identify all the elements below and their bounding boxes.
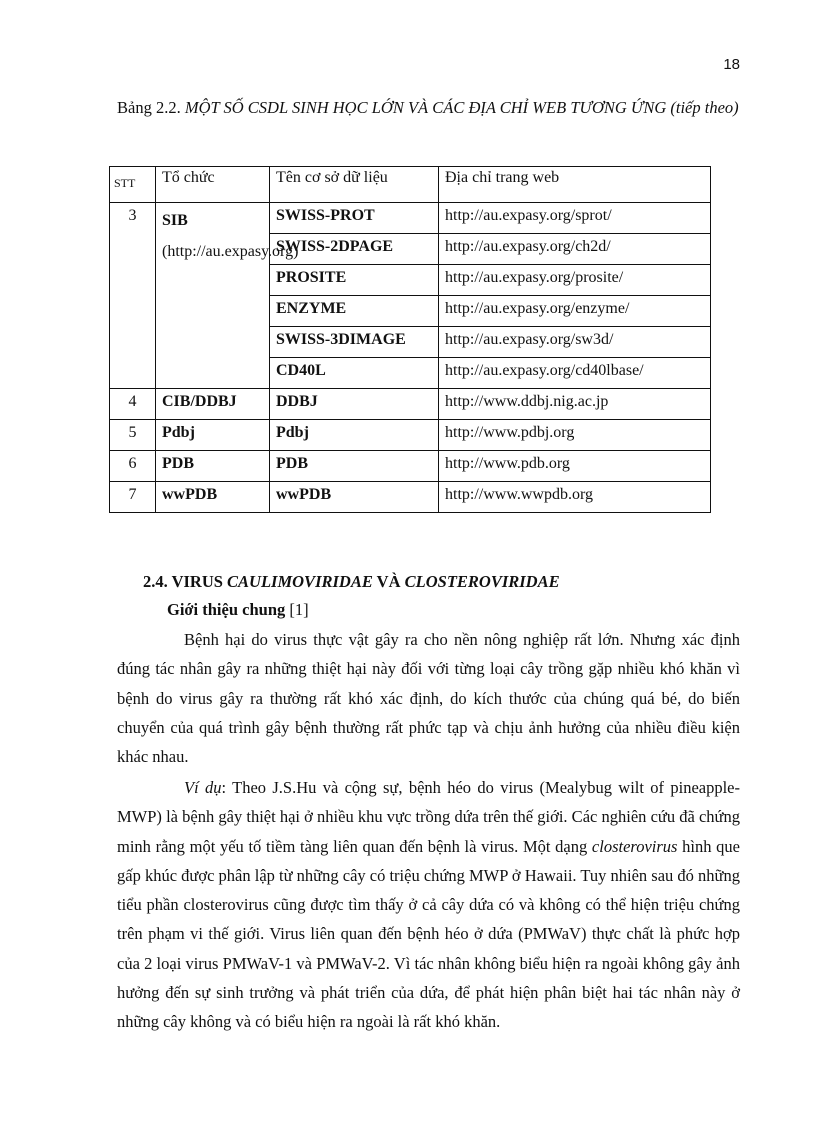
row-database: SWISS-3DIMAGE [270, 327, 439, 358]
row-stt: 7 [110, 482, 156, 513]
table-row [110, 389, 711, 420]
row-organization: CIB/DDBJ [156, 389, 270, 420]
row-database: ENZYME [270, 296, 439, 327]
section-conjunction: VÀ [372, 572, 405, 591]
row-database: DDBJ [270, 389, 439, 420]
subheading-title: Giới thiệu chung [167, 600, 286, 619]
row-website: http://au.expasy.org/ch2d/ [439, 234, 711, 265]
example-text-part2: hình que gấp khúc được phân lập từ những cây có triệu chứng MWP ở Hawaii. Tuy nhiên sau đó những tiểu phần closterovirus cũng được tìm thấy ở cả cây dứa có và không có thể hiện triệu chứng trên phạm vi thế giới. Virus liên quan đến bệnh héo ở dứa (PMWaV) thực chất là phức hợp của 2 loại virus PMWaV-1 và PMWaV-2. Vì tác nhân không biểu hiện ra ngoài không gây ảnh hưởng đến sự sinh trưởng và phát triển của dứa, để phát hiện phân biệt hai tác nhân này ở những cây không và có biểu hiện ra ngoài là rất khó khăn. [117, 836, 740, 1032]
table-row [110, 203, 711, 234]
header-organization: Tổ chức [156, 167, 270, 203]
table-header-row [110, 167, 711, 203]
table-row [110, 420, 711, 451]
row-database: PROSITE [270, 265, 439, 296]
row-website: http://au.expasy.org/prosite/ [439, 265, 711, 296]
row-database: wwPDB [270, 482, 439, 513]
row-database: SWISS-PROT [270, 203, 439, 234]
row-website: http://www.pdb.org [439, 451, 711, 482]
row-website: http://www.pdbj.org [439, 420, 711, 451]
example-text-part1: : Theo J.S.Hu và cộng sự, bệnh héo do virus (Mealybug wilt of pineapple- MWP) là bệnh gây thiệt hại ở nhiều khu vực trồng dứa trên thế giới. Các nghiên cứu đã chứng minh rằng một yếu tố tiềm tàng liên quan đến bệnh là virus. Một dạng [117, 778, 740, 856]
row-organization [156, 203, 299, 389]
section-prefix: 2.4. VIRUS [143, 572, 228, 591]
org-name: SIB [162, 212, 188, 229]
row-website: http://www.ddbj.nig.ac.jp [439, 389, 711, 420]
paragraph-intro: Bệnh hại do virus thực vật gây ra cho nền nông nghiệp rất lớn. Nhưng xác định đúng tác nhân gây ra những thiệt hại này đối với từng loại cây trồng gặp nhiều khó khăn vì bệnh do virus gây ra thường rất khó xác định, do kích thước của chúng quá bé, do biến chuyển của quá trình gây bệnh thường rất phức tạp và chịu ảnh hưởng của nhiều điều kiện khác nhau. [117, 630, 740, 767]
row-stt: 4 [110, 389, 156, 420]
header-website: Địa chỉ trang web [439, 167, 711, 203]
caption-title: MỘT SỐ CSDL SINH HỌC LỚN VÀ CÁC ĐỊA CHỈ WEB TƯƠNG ỨNG (tiếp theo) [184, 98, 739, 117]
section-term-closteroviridae: CLOSTEROVIRIDAE [404, 572, 560, 591]
subheading-reference: [1] [285, 600, 309, 619]
caption-label: Bảng 2.2. [117, 98, 185, 117]
row-database: SWISS-2DPAGE [270, 234, 439, 265]
row-stt: 3 [110, 203, 156, 389]
header-database-name: Tên cơ sở dữ liệu [270, 167, 439, 203]
table-row [110, 451, 711, 482]
row-website: http://au.expasy.org/cd40lbase/ [439, 358, 711, 389]
row-stt: 6 [110, 451, 156, 482]
row-database: CD40L [270, 358, 439, 389]
org-url: (http://au.expasy.org) [162, 243, 299, 260]
row-stt: 5 [110, 420, 156, 451]
section-heading [143, 572, 560, 592]
header-stt: STT [110, 167, 156, 203]
row-database: Pdbj [270, 420, 439, 451]
table-caption [117, 91, 742, 125]
row-website: http://au.expasy.org/sprot/ [439, 203, 711, 234]
paragraph-example [117, 773, 740, 1037]
row-website: http://au.expasy.org/enzyme/ [439, 296, 711, 327]
row-website: http://www.wwpdb.org [439, 482, 711, 513]
example-term-closterovirus: closterovirus [591, 836, 678, 856]
row-organization: wwPDB [156, 482, 270, 513]
example-label: Ví dụ [184, 778, 222, 797]
database-table [109, 166, 711, 513]
row-website: http://au.expasy.org/sw3d/ [439, 327, 711, 358]
page-number: 18 [723, 56, 740, 73]
row-database: PDB [270, 451, 439, 482]
table-row [110, 482, 711, 513]
row-organization: Pdbj [156, 420, 270, 451]
row-organization: PDB [156, 451, 270, 482]
subheading [167, 600, 309, 620]
section-term-caulimoviridae: CAULIMOVIRIDAE [227, 572, 373, 591]
